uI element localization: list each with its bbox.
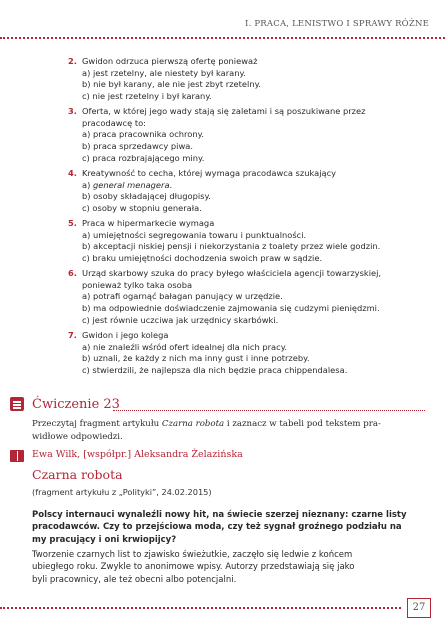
page-number: 27: [407, 598, 431, 618]
question-number: 6.: [68, 268, 77, 279]
answer-option: c) braku umiejętności dochodzenia swoich praw w sądzie.: [82, 252, 323, 263]
footer-dotted-rule: [0, 607, 401, 609]
article-body: [32, 549, 427, 586]
running-header: I. PRACA, LENISTWO I SPRAWY RÓŻNE: [245, 19, 429, 29]
article-lead: [32, 509, 427, 546]
answer-option-italic: general menagera: [92, 179, 170, 190]
question-stem: Gwidon odrzuca pierwszą ofertę ponieważ: [82, 56, 258, 66]
answer-option: c) praca rozbrajającego miny.: [82, 152, 205, 163]
instruction-line: Przeczytaj fragment artykułu Czarna robota i zaznacz w tabeli pod tekstem pra-: [32, 419, 381, 429]
answer-option: b) praca sprzedawcy piwa.: [82, 140, 193, 151]
lead-line: my pracujący i oni krwiopijcy?: [32, 534, 177, 545]
question-stem: Kreatywność to cecha, której wymaga pracodawca szukający: [82, 167, 337, 178]
question-list: [68, 56, 422, 380]
answer-option: b) osoby składającej długopisy.: [82, 191, 211, 202]
body-line: Tworzenie czarnych list to zjawisko świeżutkie, zaczęło się ledwie z końcem: [32, 550, 353, 560]
question-number: 3.: [68, 106, 77, 117]
question-stem: Urząd skarbowy szuka do pracy byłego właściciela agencji towarzyskiej,: [82, 268, 382, 279]
answer-option: b) akceptacji niskiej pensji i niekorzystania z toalety przez wiele godzin.: [82, 241, 381, 252]
question-stem: Praca w hipermarkecie wymaga: [82, 218, 215, 229]
answer-option: b) uznali, że każdy z nich ma inny gust i inne potrzeby.: [82, 353, 310, 364]
article-author: Ewa Wilk, [współpr.] Aleksandra Żelazińska: [32, 449, 243, 460]
question-number: 5.: [68, 218, 77, 229]
body-line: ubiegłego roku. Zwykle to anonimowe wpisy. Autorzy przedstawiają się jako: [32, 562, 355, 573]
answer-option: a) general menagera.: [82, 179, 173, 190]
question-number: 7.: [68, 330, 77, 341]
answer-option: a) praca pracownika ochrony.: [82, 129, 204, 140]
answer-option: b) ma odpowiednie doświadczenie zajmowania się cudzymi pieniędzmi.: [82, 303, 380, 314]
exercise-dotted-rule: [113, 410, 425, 411]
answer-option: a) umiejętności segregowania towaru i punktualności.: [82, 229, 307, 240]
body-line: byli pracownicy, ale też obecni albo potencjalni.: [32, 574, 237, 585]
article-title-italic: Czarna robota: [161, 419, 225, 429]
question-stem: Oferta, w której jego wady stają się zaletami i są poszukiwane przez: [82, 106, 366, 117]
question-number: 4.: [68, 167, 77, 178]
answer-option: a) potrafi ogarnąć bałagan panujący w urzędzie.: [82, 291, 283, 302]
question-item: [68, 106, 422, 164]
checklist-icon: [10, 397, 24, 411]
lead-line: pracodawców. Czy to przejściowa moda, czy też sygnał groźnego podziału na: [32, 522, 402, 533]
question-stem: Gwidon i jego kolega: [82, 330, 169, 341]
question-item: [68, 218, 422, 264]
article-source: (fragment artykułu z „Polityki”, 24.02.2015): [32, 487, 212, 497]
question-number: 2.: [68, 56, 77, 66]
question-item: [68, 330, 422, 376]
answer-option: a) nie znaleźli wśród ofert idealnej dla nich pracy.: [82, 341, 288, 352]
answer-option: c) osoby w stopniu generała.: [82, 202, 202, 213]
question-item: [68, 56, 422, 102]
exercise-title: Ćwiczenie 23: [32, 397, 120, 412]
answer-option: c) stwierdzili, że najlepsza dla nich będzie praca chippendalesa.: [82, 364, 348, 375]
question-stem: pracodawcę to:: [82, 117, 146, 128]
answer-option: b) nie był karany, ale nie jest zbyt rzetelny.: [82, 79, 261, 90]
exercise-instruction: [32, 418, 427, 443]
book-icon: [10, 450, 24, 462]
question-stem: ponieważ tylko taka osoba: [82, 279, 193, 290]
instruction-line: widłowe odpowiedzi.: [32, 431, 123, 442]
question-item: [68, 167, 422, 214]
question-item: [68, 268, 422, 326]
answer-option: a) jest rzetelny, ale niestety był karany.: [82, 67, 246, 78]
answer-option: c) nie jest rzetelny i był karany.: [82, 90, 212, 101]
header-dotted-rule: [0, 37, 445, 39]
article-title: Czarna robota: [32, 467, 123, 482]
lead-line: Polscy internauci wynaleźli nowy hit, na świecie szerzej nieznany: czarne listy: [32, 510, 407, 520]
answer-option: c) jest równie uczciwa jak urzędnicy skarbówki.: [82, 314, 279, 325]
